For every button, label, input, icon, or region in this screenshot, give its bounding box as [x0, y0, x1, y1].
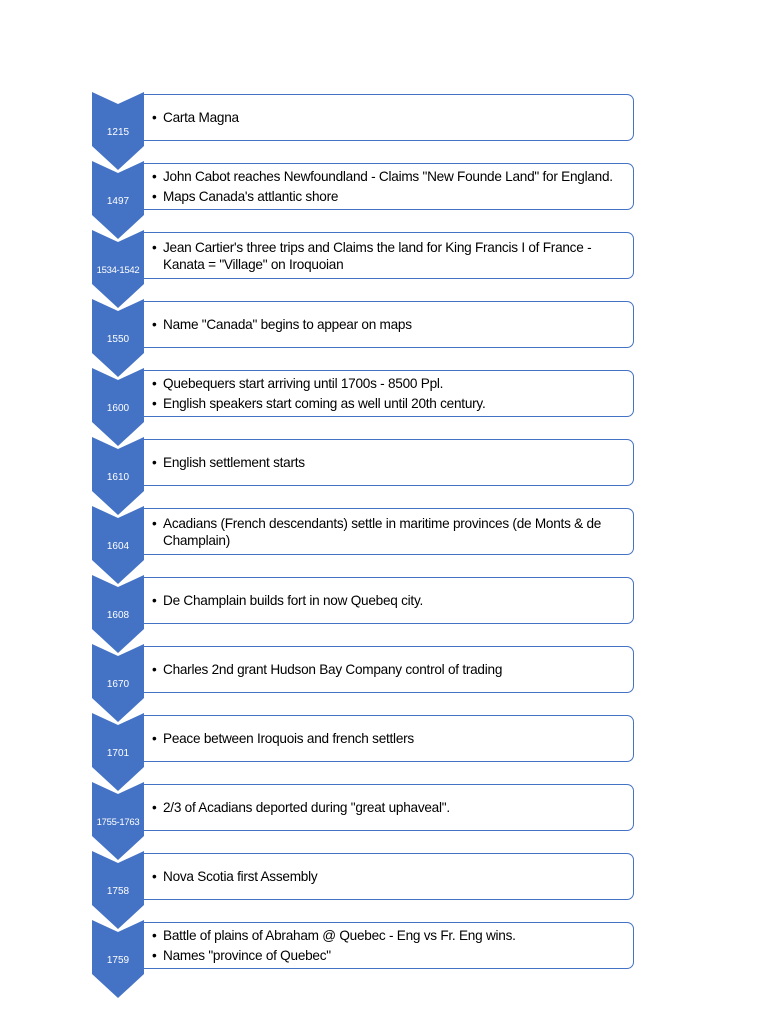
event-item: • 2/3 of Acadians deported during "great uphaveal".	[152, 799, 450, 816]
event-items	[152, 592, 423, 609]
event-year: 1604	[106, 541, 130, 552]
event-items	[152, 799, 450, 816]
timeline-event	[92, 437, 636, 515]
event-item: • Acadians (French descendants) settle in maritime provinces (de Monts & de Champlain)	[152, 515, 629, 549]
timeline-event	[92, 851, 636, 929]
event-box	[144, 370, 634, 417]
event-year: 1215	[106, 127, 130, 138]
timeline-event	[92, 92, 636, 170]
event-box	[144, 715, 634, 762]
timeline-event	[92, 782, 636, 860]
timeline-event	[92, 368, 636, 446]
event-item: • Nova Scotia first Assembly	[152, 868, 317, 885]
timeline-event	[92, 299, 636, 377]
timeline-event	[92, 506, 636, 584]
event-box	[144, 94, 634, 141]
event-item: • Maps Canada's attlantic shore	[152, 188, 613, 205]
timeline-event	[92, 575, 636, 653]
event-items	[152, 109, 239, 126]
event-items	[152, 730, 414, 747]
timeline-event	[92, 920, 636, 998]
event-item: • English speakers start coming as well until 20th century.	[152, 395, 485, 412]
event-year: 1600	[106, 403, 130, 414]
timeline-event	[92, 230, 636, 308]
event-items	[152, 239, 629, 273]
event-box	[144, 232, 634, 279]
event-item: • Jean Cartier's three trips and Claims the land for King Francis I of France - Kanata = "Village" on Iroquoian	[152, 239, 629, 273]
event-box	[144, 784, 634, 831]
event-box	[144, 439, 634, 486]
event-year: 1758	[106, 886, 130, 897]
event-item: • Battle of plains of Abraham @ Quebec - Eng vs Fr. Eng wins.	[152, 927, 516, 944]
event-item: • English settlement starts	[152, 454, 305, 471]
event-year: 1701	[106, 748, 130, 759]
event-year: 1497	[106, 196, 130, 207]
event-year: 1755-1763	[96, 817, 140, 828]
timeline-event	[92, 161, 636, 239]
event-year: 1550	[106, 334, 130, 345]
event-items	[152, 868, 317, 885]
event-items	[152, 454, 305, 471]
event-box	[144, 163, 634, 210]
event-year: 1759	[106, 955, 130, 966]
event-items	[152, 316, 412, 333]
event-items	[152, 375, 485, 412]
event-item: • John Cabot reaches Newfoundland - Claims "New Founde Land" for England.	[152, 168, 613, 185]
event-item: • Peace between Iroquois and french settlers	[152, 730, 414, 747]
event-year: 1534-1542	[96, 265, 140, 276]
event-item: • Carta Magna	[152, 109, 239, 126]
event-year: 1608	[106, 610, 130, 621]
event-items	[152, 927, 516, 964]
event-box	[144, 646, 634, 693]
event-item: • Charles 2nd grant Hudson Bay Company control of trading	[152, 661, 502, 678]
event-item: • Name "Canada" begins to appear on maps	[152, 316, 412, 333]
event-year: 1610	[106, 472, 130, 483]
timeline-event	[92, 644, 636, 722]
event-box	[144, 508, 634, 555]
event-items	[152, 515, 629, 549]
event-item: • De Champlain builds fort in now Quebeq city.	[152, 592, 423, 609]
event-items	[152, 168, 613, 205]
event-item: • Quebequers start arriving until 1700s - 8500 Ppl.	[152, 375, 485, 392]
event-year: 1670	[106, 679, 130, 690]
event-items	[152, 661, 502, 678]
event-box	[144, 922, 634, 969]
event-item: • Names "province of Quebec"	[152, 947, 516, 964]
timeline-event	[92, 713, 636, 791]
event-box	[144, 853, 634, 900]
event-box	[144, 577, 634, 624]
event-box	[144, 301, 634, 348]
